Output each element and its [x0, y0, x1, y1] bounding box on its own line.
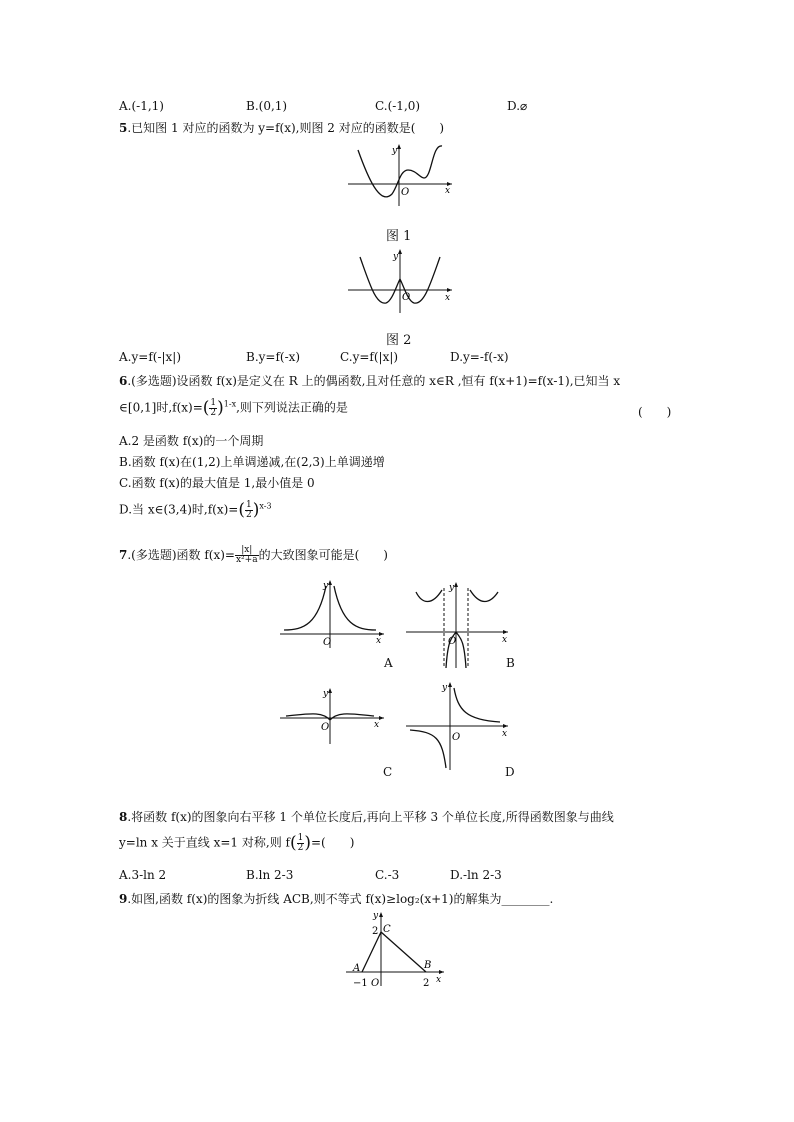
q9-number: 9 [119, 892, 128, 906]
q8-option-c: C.-3 [375, 868, 400, 882]
svg-text:x: x [436, 975, 442, 985]
q6-exponent: 1-x [223, 399, 237, 409]
q6-fraction: $\frac{1}{2}$ [210, 397, 217, 418]
q7-graph-c [278, 686, 388, 746]
q7-label-a: A [384, 656, 393, 670]
q8-option-b: B.ln 2-3 [246, 868, 294, 882]
svg-text:y: y [449, 583, 455, 593]
q4-option-d: D.⌀ [507, 99, 528, 113]
q6-option-b: B.函数 f(x)在(1,2)上单调递减,在(2,3)上单调递增 [119, 455, 385, 469]
svg-text:x: x [376, 636, 382, 646]
svg-text:y: y [442, 683, 448, 693]
q8-stem-line1: 8.将函数 f(x)的图象向右平移 1 个单位长度后,再向上平移 3 个单位长度,所得函数图象与曲线 [119, 810, 614, 824]
svg-text:O: O [452, 732, 461, 743]
q8-number: 8 [119, 810, 128, 824]
q7-label-b: B [506, 656, 515, 670]
q5-option-d: D.y=-f(-x) [450, 350, 509, 364]
q9-label-c: C [383, 924, 391, 935]
q4-option-c: C.(-1,0) [375, 99, 421, 113]
q7-label-c: C [383, 765, 393, 779]
q6-line2-pre: ∈[0,1]时,f(x)= [119, 400, 203, 415]
svg-text:x: x [502, 729, 508, 739]
q5-option-b: B.y=f(-x) [246, 350, 301, 364]
q6-line2-post: ,则下列说法正确的是 [236, 400, 348, 415]
fig2-x-label: x [445, 293, 451, 303]
q5-fig2-caption: 图 2 [386, 333, 412, 348]
q9-figure [340, 908, 450, 988]
q9-label-a: A [353, 963, 361, 974]
q7-fraction: $\frac{|x|}{\text{x²+a}}$ [235, 545, 258, 565]
svg-text:O: O [371, 978, 380, 988]
q7-graph-d [402, 680, 512, 772]
q5-option-c: C.y=f(|x|) [340, 350, 399, 364]
q7-graph-a [278, 578, 388, 650]
svg-text:O: O [448, 636, 457, 647]
q6-number: 6 [119, 374, 128, 388]
svg-text:y: y [373, 911, 379, 921]
fig2-y-label: y [393, 252, 399, 262]
q6-option-d: D.当 x∈(3,4)时,f(x)=( $\frac{1}{2}$ )$^{x-3}$ [119, 499, 272, 520]
q4-option-b: B.(0,1) [246, 99, 288, 113]
q7-graph-b [402, 582, 512, 670]
q6-answer-paren: ( ) [638, 405, 672, 419]
svg-text:y: y [323, 689, 329, 699]
q5-number: 5 [119, 121, 128, 135]
fig2-origin-label: O [402, 292, 411, 303]
q9-label-2y: 2 [372, 926, 379, 937]
q8-stem-line2: y=ln x 关于直线 x=1 对称,则 f( $\frac{1}{2}$ )=( ) [119, 832, 355, 853]
q5-text: .已知图 1 对应的函数为 y=f(x),则图 2 对应的函数是( ) [127, 121, 445, 135]
q6-option-c: C.函数 f(x)的最大值是 1,最小值是 0 [119, 476, 315, 490]
q6-stem-line2: ∈[0,1]时,f(x)=( $\frac{1}{2}$ )$^{1-x}$,则下列说法正确的是 [119, 397, 348, 418]
q7-label-d: D [505, 765, 515, 779]
q5-figure-1 [340, 140, 460, 210]
q5-stem [119, 119, 444, 136]
q9-label-neg1: −1 [353, 978, 368, 988]
svg-text:x: x [502, 635, 508, 645]
svg-text:x: x [374, 720, 380, 730]
svg-text:y: y [323, 581, 329, 591]
fig1-origin-label: O [401, 187, 410, 198]
q7-stem: 7.(多选题)函数 f(x)= $\frac{|x|}{\text{x²+a}}$ 的大致图象可能是( ) [119, 545, 388, 565]
fig1-x-label: x [445, 186, 451, 196]
q9-label-b: B [424, 960, 432, 971]
q7-number: 7 [119, 548, 128, 562]
q5-option-a: A.y=f(-|x|) [119, 350, 182, 364]
svg-text:O: O [321, 722, 330, 733]
q9-label-2x: 2 [423, 978, 430, 988]
svg-text:O: O [323, 637, 332, 648]
q5-fig1-caption: 图 1 [386, 229, 412, 244]
q8-option-d: D.-ln 2-3 [450, 868, 502, 882]
q5-figure-2 [340, 245, 460, 315]
q6-line1: .(多选题)设函数 f(x)是定义在 R 上的偶函数,且对任意的 x∈R ,恒有 f(x+1)=f(x-1),已知当 x [127, 374, 621, 388]
q9-stem: 9.如图,函数 f(x)的图象为折线 ACB,则不等式 f(x)≥log₂(x+1)的解集为________. [119, 892, 554, 906]
q6-stem-line1 [119, 372, 620, 389]
q6-option-a: A.2 是函数 f(x)的一个周期 [119, 434, 264, 448]
q8-option-a: A.3-ln 2 [119, 868, 167, 882]
q8-fraction: $\frac{1}{2}$ [297, 832, 304, 853]
fig1-y-label: y [392, 146, 398, 156]
q4-option-a: A.(-1,1) [119, 99, 164, 113]
